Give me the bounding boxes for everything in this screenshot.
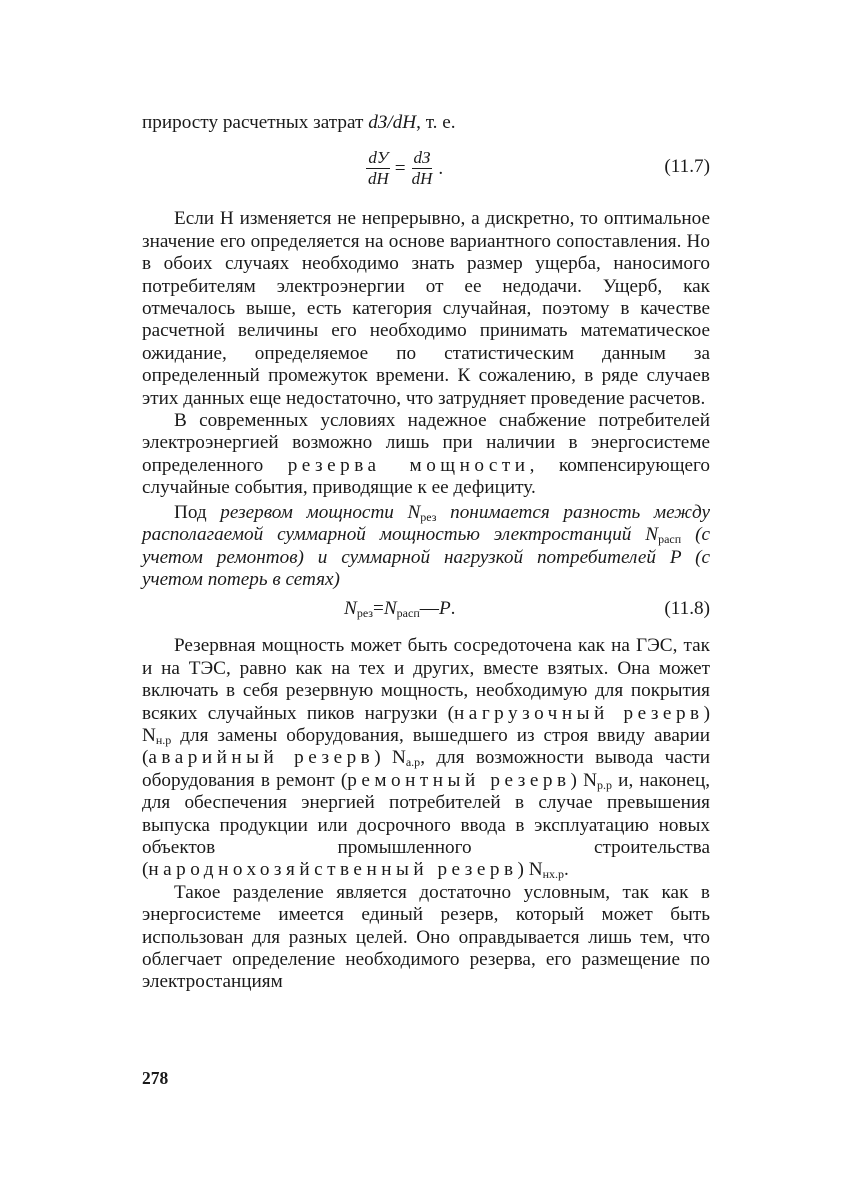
fraction-left: $\frac{dУ}{dH}$ [368,148,389,189]
paragraph: Резервная мощность может быть сосредоточена как на ГЭС, так и на ТЭС, равно как на тех и других, вместе взятых. Она может включать в себя резервную мощность, необходимую для покрытия всяких случайных пиков нагрузки (нагрузочный резерв) $N_{н.р}$ для замены оборудования, вышедшего из строя ввиду аварии (аварийный резерв) $N_{а.р}$, для возможности вывода части оборудования в ремонт (ремонтный резерв) $N_{р.р}$ и, наконец, для обеспечения энергией потребителей в случае превышения выпуска продукции или досрочного ввода в эксплуатацию новых объектов промышленного строительства (народнохозяйственный резерв) $N_{нх.р}$. [142,635,711,882]
paragraph-definition: Под резервом мощности $N_{рез}$ понимается разность между располагаемой суммарной мощностью электростанций $N_{расп}$ (с учетом ремонтов) и суммарной нагрузкой потребителей P (с учетом потерь в сетях) [142,501,710,590]
equals-sign: = [394,157,406,179]
paragraph: Если H изменяется не непрерывно, а дискретно, то оптимальное значение его определяется на основе вариантного сопоставления. Но в обоих случаях необходимо знать размер ущерба, наносимого потребителям электроэнергии от ее недодачи. Ущерб, как отмечалось выше, есть категория случайная, поэтому в качестве расчетной величины его необходимо принимать математическое ожидание, определяемое по статистическим данным за определенный промежуток времени. К сожалению, в ряде случаев этих данных еще недостаточно, что затрудняет проведение расчетов. [142,208,710,409]
equation-number: (11.8) [664,598,710,620]
fraction-right: $\frac{dЗ}{dH}$ [411,148,433,189]
paragraph-continuation: приросту расчетных затрат dЗ/dH, т. е. [142,112,456,133]
page-text [142,112,710,994]
equation-11-7 [142,140,710,200]
page-number: 278 [142,1068,169,1088]
equation-11-8 [142,595,710,625]
equation-number: (11.7) [664,156,710,178]
equation-body: $\frac{dУ}{dH}$ = $\frac{dЗ}{dH}$ . [368,148,444,189]
equation-body: $N_{рез}=N_{расп}—P$. [344,598,456,621]
emphasis-spaced: резерва мощности [287,454,530,476]
derivative-expression: dЗ/dH [368,112,417,133]
paragraph: Такое разделение является достаточно условным, так как в энергосистеме имеется единый резерв, который может быть использован для разных целей. Оно оправдывается лишь тем, что облегчает определение необходимого резерва, его размещение по электростанциям [142,881,710,993]
paragraph: В современных условиях надежное снабжение потребителей электроэнергией возможно лишь при наличии в энергосистеме определенного резерва мощности, компенсирующего случайные события, приводящие к ее дефициту. [142,410,710,499]
